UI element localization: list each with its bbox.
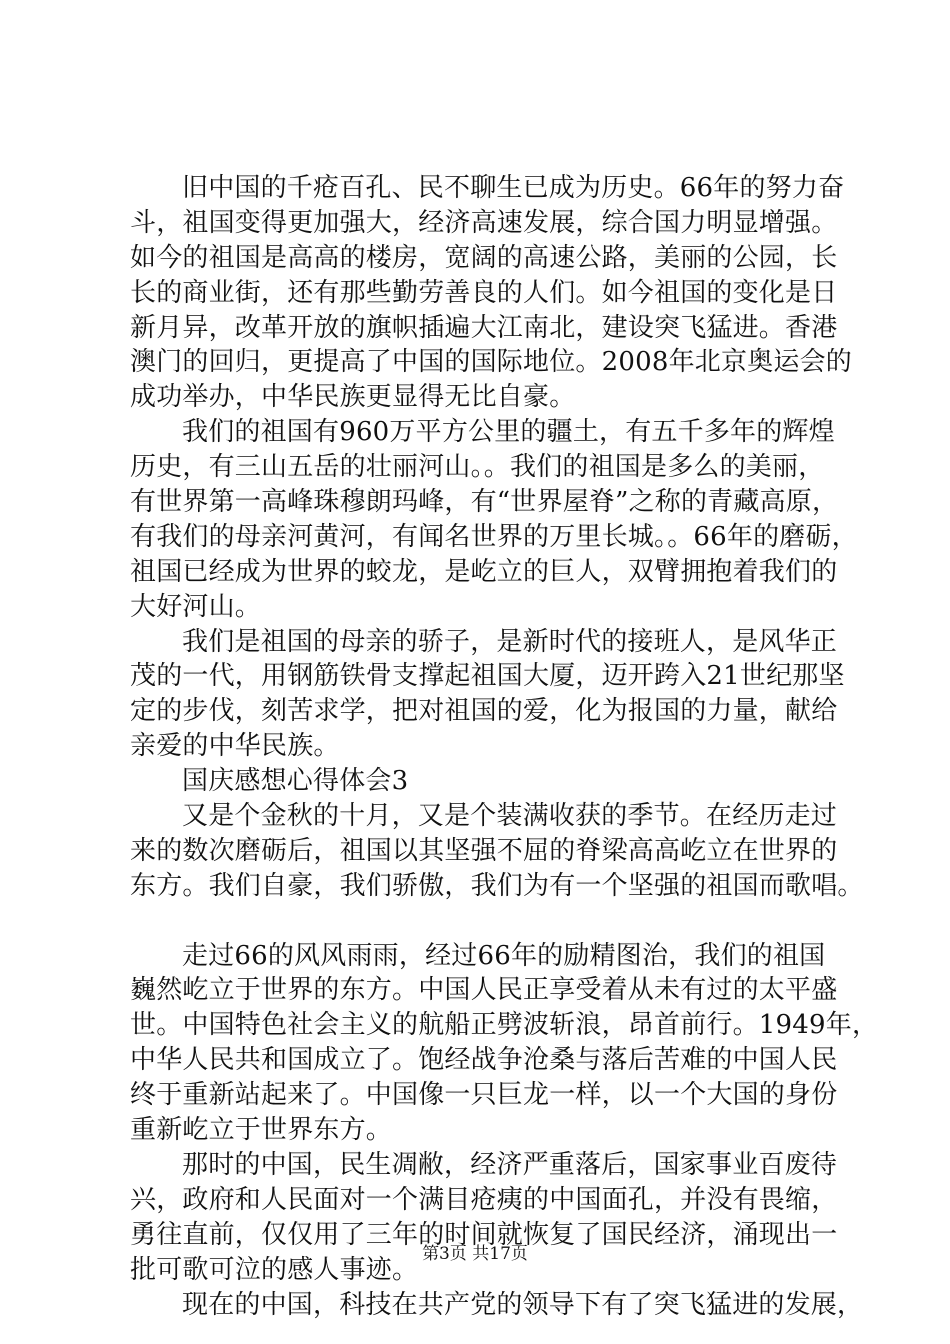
paragraph-line: 世。中国特色社会主义的航船正劈波斩浪，昂首前行。1949年，: [130, 1010, 879, 1041]
paragraph-line: 现在的中国，科技在共产党的领导下有了突飞猛进的发展，: [182, 1289, 864, 1320]
section-heading: 国庆感想心得体会3: [182, 766, 409, 797]
document-body: [130, 171, 879, 1322]
paragraph-line: 历史，有三山五岳的壮丽河山。。我们的祖国是多么的美丽，: [130, 452, 825, 483]
paragraph-line: 中华人民共和国成立了。饱经战争沧桑与落后苦难的中国人民: [130, 1045, 838, 1076]
paragraph-line: 定的步伐，刻苦求学，把对祖国的爱，化为报国的力量，献给: [130, 696, 838, 727]
paragraph-line: 东方。我们自豪，我们骄傲，我们为有一个坚强的祖国而歌唱。: [130, 870, 864, 901]
paragraph-line: 成功举办，中华民族更显得无比自豪。: [130, 382, 576, 413]
paragraph-line: 大好河山。: [130, 591, 262, 622]
paragraph-line: 有世界第一高峰珠穆朗玛峰，有“世界屋脊”之称的青藏高原，: [130, 487, 839, 518]
paragraph-line: 我们是祖国的母亲的骄子，是新时代的接班人，是风华正: [182, 626, 838, 657]
paragraph-line: 那时的中国，民生凋敝，经济严重落后，国家事业百废待: [182, 1149, 838, 1180]
paragraph-line: 有我们的母亲河黄河，有闻名世界的万里长城。。66年的磨砺，: [130, 521, 858, 552]
paragraph-line: 巍然屹立于世界的东方。中国人民正享受着从未有过的太平盛: [130, 975, 838, 1006]
paragraph-line: 批可歌可泣的感人事迹。: [130, 1254, 419, 1285]
paragraph-line: 来的数次磨砺后，祖国以其坚强不屈的脊梁高高屹立在世界的: [130, 835, 838, 866]
paragraph-line: 重新屹立于世界东方。: [130, 1115, 393, 1146]
blank-line: [130, 904, 830, 939]
paragraph-line: 走过66的风风雨雨，经过66年的励精图治，我们的祖国: [182, 940, 826, 971]
paragraph-line: 终于重新站起来了。中国像一只巨龙一样，以一个大国的身份: [130, 1080, 838, 1111]
paragraph-line: 又是个金秋的十月，又是个装满收获的季节。在经历走过: [182, 801, 838, 832]
paragraph-line: 勇往直前，仅仅用了三年的时间就恢复了国民经济，涌现出一: [130, 1219, 838, 1250]
paragraph-line: 兴，政府和人民面对一个满目疮痍的中国面孔，并没有畏缩，: [130, 1184, 838, 1215]
paragraph-line: 旧中国的千疮百孔、民不聊生已成为历史。66年的努力奋: [182, 173, 845, 203]
paragraph-line: 新月异，改革开放的旗帜插遍大江南北，建设突飞猛进。香港: [130, 312, 838, 343]
paragraph-line: 茂的一代，用钢筋铁骨支撑起祖国大厦，迈开跨入21世纪那坚: [130, 661, 845, 692]
paragraph-line: 澳门的回归，更提高了中国的国际地位。2008年北京奥运会的: [130, 347, 852, 378]
paragraph-line: 斗，祖国变得更加强大，经济高速发展，综合国力明显增强。: [130, 207, 838, 238]
paragraph-line: 亲爱的中华民族。: [130, 731, 340, 762]
paragraph-line: 我们的祖国有960万平方公里的疆土，有五千多年的辉煌: [182, 417, 835, 448]
paragraph-line: 如今的祖国是高高的楼房，宽阔的高速公路，美丽的公园，长: [130, 242, 838, 273]
paragraph-line: 祖国已经成为世界的蛟龙，是屹立的巨人，双臂拥抱着我们的: [130, 556, 838, 587]
page-number-footer: 第3页 共17页: [422, 1244, 528, 1264]
paragraph-line: 长的商业街，还有那些勤劳善良的人们。如今祖国的变化是日: [130, 277, 838, 308]
